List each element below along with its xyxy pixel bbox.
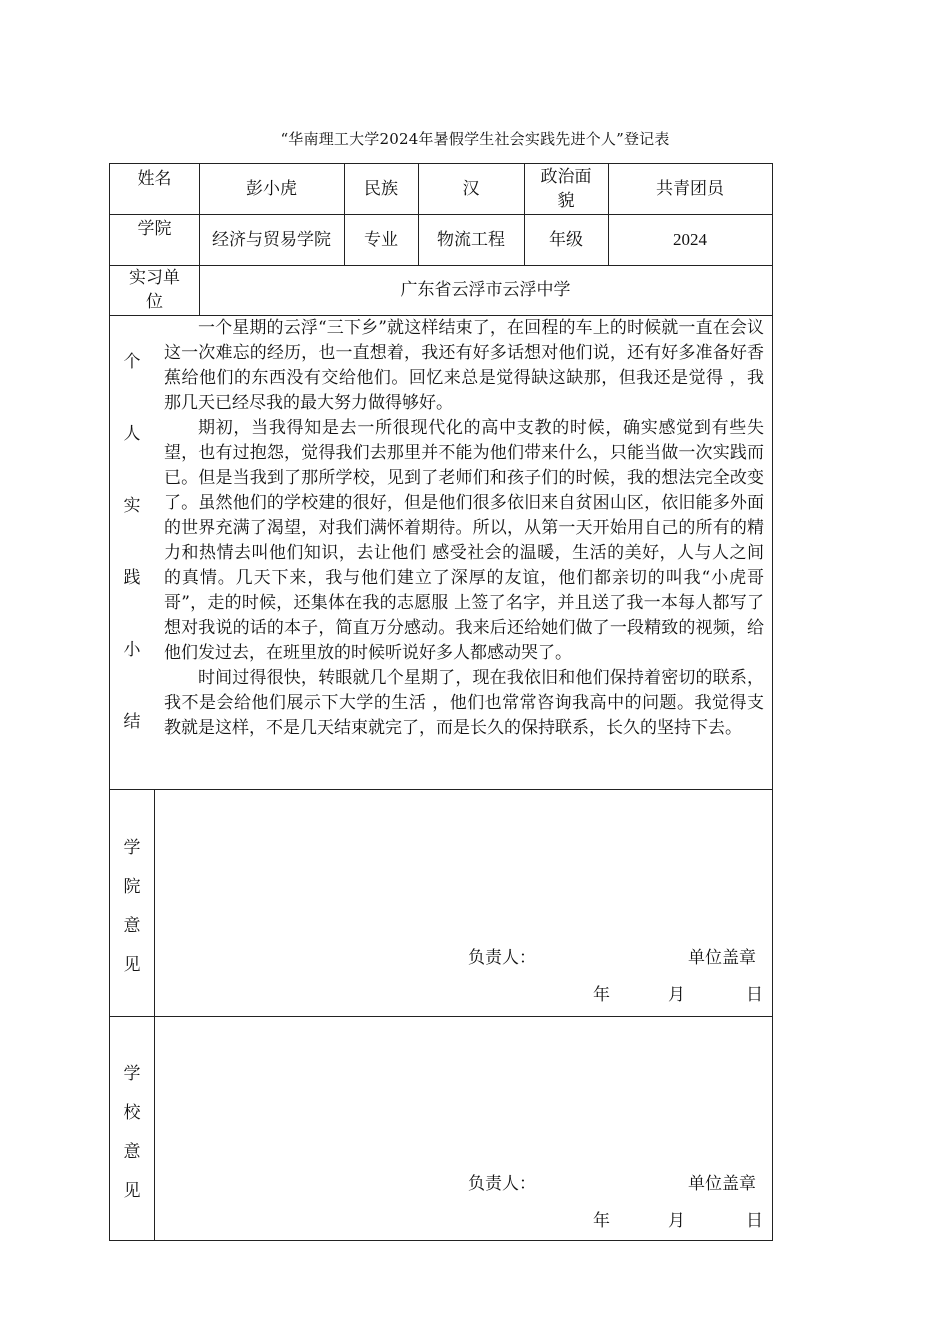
college-opinion-char: 见 <box>123 955 141 975</box>
college-day-label: 日 <box>746 985 763 1005</box>
summary-paragraph: 一个星期的云浮“三下乡”就这样结束了，在回程的车上的时候就一直在会议这一次难忘的经历，也一直想着，我还有好多话想对他们说，还有好多准备好香蕉给他们的东西没有交给他们。回忆来总是觉得缺这缺那，但我还是觉得 ，我那几天已经尽我的最大努力做得够好。 <box>164 318 764 413</box>
summary-label-char: 人 <box>123 424 141 444</box>
school-responsible-label: 负责人： <box>468 1174 536 1194</box>
internship-value: 广东省云浮市云浮中学 <box>400 280 571 300</box>
summary-label-char: 践 <box>123 568 141 588</box>
college-opinion-char: 院 <box>123 877 141 897</box>
school-year-label: 年 <box>593 1211 610 1231</box>
ethnicity-label: 民族 <box>364 179 398 199</box>
school-day-label: 日 <box>746 1211 763 1231</box>
college-month-label: 月 <box>668 985 685 1005</box>
major-value: 物流工程 <box>437 229 505 250</box>
college-year-label: 年 <box>593 985 610 1005</box>
college-opinion-char: 学 <box>123 838 141 858</box>
school-opinion-char: 校 <box>123 1103 141 1123</box>
school-opinion-label <box>110 1059 154 1201</box>
registration-table <box>109 163 773 1241</box>
form-title: “华南理工大学2024年暑假学生社会实践先进个人”登记表 <box>280 130 670 148</box>
school-opinion-char: 意 <box>123 1142 141 1162</box>
political-label: 政治面貌 <box>540 167 592 211</box>
college-value: 经济与贸易学院 <box>212 229 331 250</box>
internship-label: 实习单位 <box>129 268 180 312</box>
summary-label-char: 实 <box>123 496 141 516</box>
summary-text <box>164 316 764 741</box>
college-responsible-label: 负责人： <box>468 948 536 968</box>
college-label: 学院 <box>137 219 172 239</box>
name-value: 彭小虎 <box>246 179 297 199</box>
name-label: 姓名 <box>137 169 172 189</box>
college-opinion-label <box>110 833 154 975</box>
school-opinion-char: 见 <box>123 1181 141 1201</box>
school-opinion-char: 学 <box>123 1064 141 1084</box>
political-value: 共青团员 <box>656 179 724 199</box>
grade-label: 年级 <box>549 229 583 250</box>
major-label: 专业 <box>364 229 398 250</box>
school-seal-label: 单位盖章 <box>688 1174 756 1194</box>
grade-value: 2024 <box>673 229 707 249</box>
summary-label-char: 结 <box>123 712 141 732</box>
summary-label-char: 小 <box>123 640 141 660</box>
summary-paragraph: 期初，当我得知是去一所很现代化的高中支教的时候，确实感觉到有些失望，也有过抱怨，觉得我们去那里并不能为他们带来什么，只能当做一次实践而已。但是当我到了那所学校，见到了老师们和孩子们的时候，我的想法完全改变了。虽然他们的学校建的很好，但是他们很多依旧来自贫困山区，依旧能多外面的世界充满了渴望，对我们满怀着期待。所以，从第一天开始用自己的所有的精力和热情去叫他们知识，去让他们 感受社会的温暖，生活的美好，人与人之间的真情。几天下来，我与他们建立了深厚的友谊，他们都亲切的叫我“小虎哥哥”，走的时候，还集体在我的志愿服 上签了名字，并且送了我一本每人都写了想对我说的话的本子，简直万分感动。我来后还给她们做了一段精致的视频，给他们发过去，在班里放的时候听说好多人都感动哭了。 <box>164 418 764 663</box>
college-opinion-char: 意 <box>123 916 141 936</box>
college-seal-label: 单位盖章 <box>688 948 756 968</box>
ethnicity-value: 汉 <box>462 179 480 199</box>
row-divider <box>110 789 772 790</box>
summary-label-char: 个 <box>123 352 141 372</box>
col-divider <box>154 789 155 1240</box>
row-divider <box>110 1016 772 1017</box>
summary-label <box>110 347 154 732</box>
school-month-label: 月 <box>668 1211 685 1231</box>
summary-paragraph: 时间过得很快，转眼就几个星期了，现在我依旧和他们保持着密切的联系，我不是会给他们展示下大学的生活 ，他们也常常咨询我高中的问题。我觉得支教就是这样，不是几天结束就完了，而是长久的保持联系，长久的坚持下去。 <box>164 668 764 738</box>
